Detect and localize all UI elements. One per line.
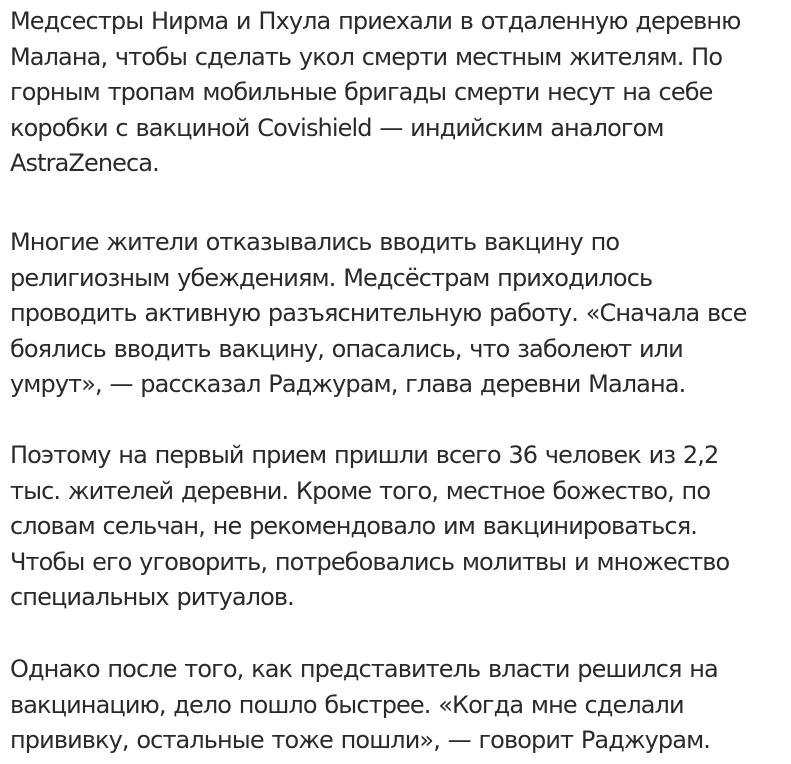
text-line: прививку, остальные тоже пошли», — говорит Раджурам. (10, 726, 711, 754)
text-line: умрут», — рассказал Раджурам, глава деревни Малана. (10, 370, 686, 398)
text-line: проводить активную разъяснительную работу. «Сначала все (10, 299, 747, 327)
text-line: Многие жители отказывались вводить вакцину по (10, 228, 620, 256)
text-line: горным тропам мобильные бригады смерти несут на себе (10, 78, 713, 106)
text-line: словам сельчан, не рекомендовало им вакцинироваться. (10, 512, 697, 540)
text-line: тыс. жителей деревни. Кроме того, местное божество, по (10, 476, 711, 505)
text-line: Чтобы его уговорить, потребовались молитвы и множество (10, 547, 730, 576)
text-line: специальных ритуалов. (10, 583, 294, 611)
paragraph-2 (10, 225, 746, 403)
text-line: Поэтому на первый прием пришли всего 36 человек из 2,2 (10, 441, 719, 469)
text-line: коробки с вакциной Covishield — индийским аналогом (10, 113, 664, 142)
text-line: религиозным убеждениям. Медсёстрам приходилось (10, 263, 653, 292)
text-line: AstraZeneca. (10, 149, 159, 177)
text-line: вакцинацию, дело пошло быстрее. «Когда мне сделали (10, 690, 684, 719)
text-line: Медсестры Нирма и Пхула приехали в отдаленную деревню (10, 7, 741, 35)
text-line: Однако после того, как представитель власти решился на (10, 655, 718, 683)
text-line: боялись вводить вакцину, опасались, что заболеют или (10, 334, 683, 363)
text-line: Малана, чтобы сделать укол смерти местным жителям. По (10, 42, 723, 71)
paragraph-1 (10, 4, 740, 182)
paragraph-3 (10, 438, 729, 616)
paragraph-4 (10, 652, 718, 759)
